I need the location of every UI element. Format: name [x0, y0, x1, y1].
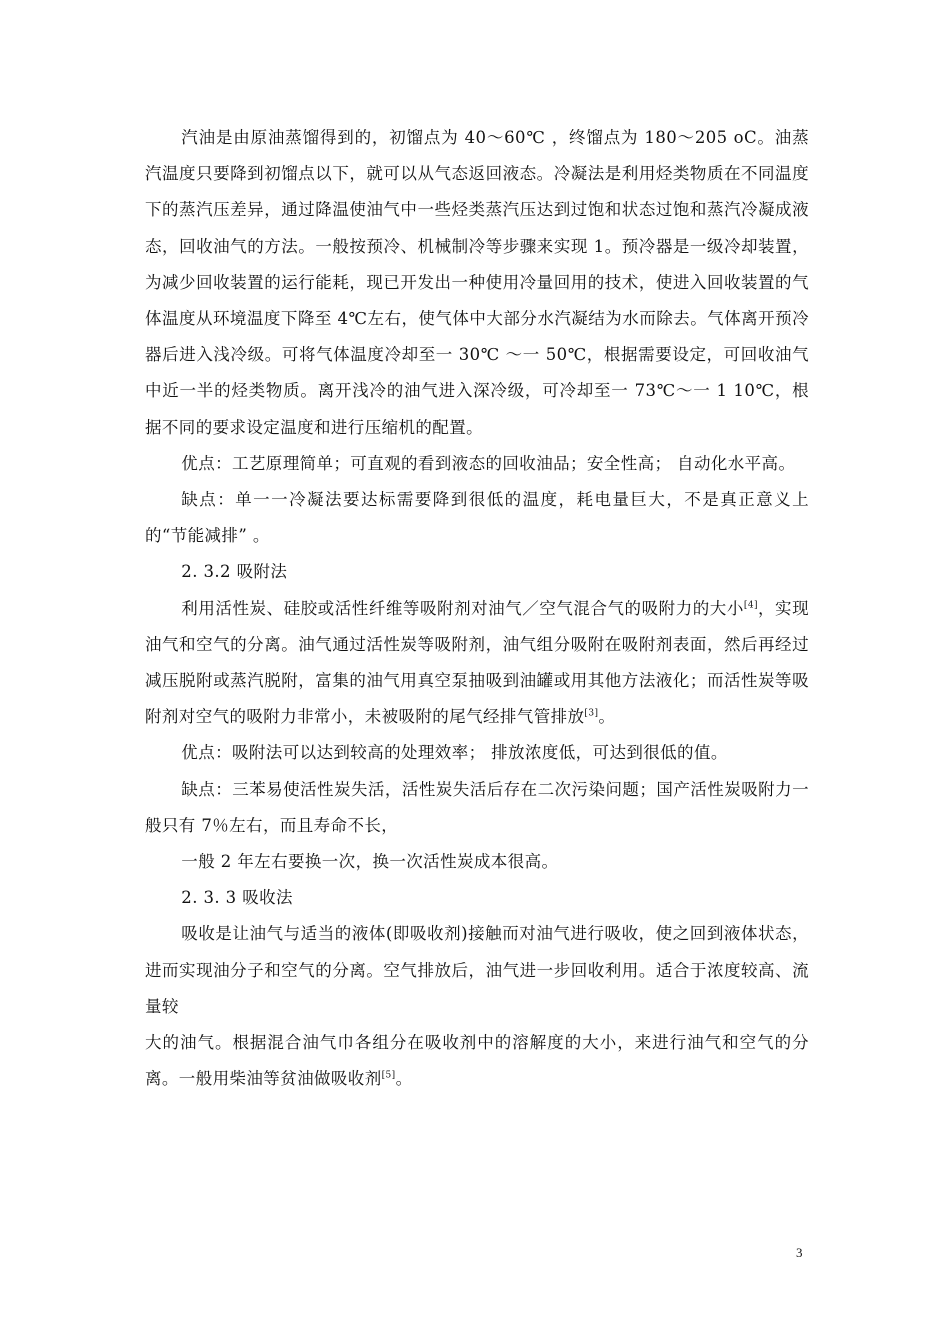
heading-text: 2. 3. 3 吸收法 — [181, 888, 293, 908]
paragraph-text: 一般 2 年左右要换一次，换一次活性炭成本很高。 — [181, 852, 559, 872]
paragraph-text: 优点：吸附法可以达到较高的处理效率； 排放浓度低，可达到很低的值。 — [181, 743, 728, 763]
paragraph-adsorption-advantages — [145, 735, 809, 771]
paragraph-text: 缺点：单一一冷凝法要达标需要降到很低的温度，耗电量巨大，不是真正意义上的“节能减排” 。 — [145, 490, 809, 546]
section-heading-adsorption — [145, 554, 809, 590]
paragraph-condensation-method — [145, 120, 809, 446]
paragraph-text: 。 — [395, 1069, 413, 1089]
paragraph-text: 汽油是由原油蒸馏得到的，初馏点为 40～60℃ ，终馏点为 180～205 oC。油蒸汽温度只要降到初馏点以下，就可以从气态返回液态。冷凝法是利用烃类物质在不同温度下的蒸汽压差异，通过降温使油气中一些烃类蒸汽压达到过饱和状态过饱和蒸汽冷凝成液态，回收油气的方法。一般按预冷、机械制冷等步骤来实现 1。预冷器是一级冷却装置，为减少回收装置的运行能耗，现已开发出一种使用冷量回用的技术，使进入回收装置的气体温度从环境温度下降至 4℃左右，使气体中大部分水汽凝结为水而除去。气体离开预冷器后进入浅冷级。可将气体温度冷却至一 30℃ ～一 50℃，根据需要设定，可回收油气中近一半的烃类物质。离开浅冷的油气进入深冷级，可冷却至一 73℃～一 1 10℃，根据不同的要求设定温度和进行压缩机的配置。 — [145, 128, 809, 437]
paragraph-absorption-continued — [145, 1025, 809, 1097]
paragraph-text: ，实现油气和空气的分离。油气通过活性炭等吸附剂，油气组分吸附在吸附剂表面，然后再经过减压脱附或蒸汽脱附，富集的油气用真空泵抽吸到油罐或用其他方法液化；而活性炭等吸附剂对空气的吸附力非常小，未被吸附的尾气经排气管排放 — [145, 598, 810, 727]
paragraph-adsorption-disadvantages — [145, 772, 809, 844]
body-text — [145, 120, 809, 1097]
paragraph-condensation-advantages — [145, 446, 809, 482]
page-number: 3 — [796, 1245, 803, 1260]
paragraph-text: 优点：工艺原理简单；可直观的看到液态的回收油品；安全性高； 自动化水平高。 — [181, 453, 796, 473]
section-heading-absorption — [145, 880, 809, 916]
heading-text: 2. 3.2 吸附法 — [181, 562, 288, 582]
paragraph-text: 吸收是让油气与适当的液体(即吸收剂)接触而对油气进行吸收，使之回到液体状态，进而实现油分子和空气的分离。空气排放后，油气进一步回收利用。适合于浓度较高、流量较 — [145, 924, 809, 1016]
paragraph-absorption-method — [145, 916, 809, 1025]
citation-ref: [3] — [584, 708, 599, 719]
paragraph-condensation-disadvantages — [145, 482, 809, 554]
paragraph-adsorption-method — [145, 591, 809, 736]
paragraph-text: 缺点：三苯易使活性炭失活，活性炭失活后存在二次污染问题；国产活性炭吸附力一般只有 7％左右，而且寿命不长， — [145, 779, 809, 835]
paragraph-text: 大的油气。根据混合油气巾各组分在吸收剂中的溶解度的大小，来进行油气和空气的分离。一般用柴油等贫油做吸收剂 — [145, 1033, 809, 1089]
citation-ref: [5] — [381, 1070, 396, 1081]
paragraph-adsorption-replacement — [145, 844, 809, 880]
citation-ref: [4] — [743, 600, 758, 611]
paragraph-text: 利用活性炭、硅胶或活性纤维等吸附剂对油气／空气混合气的吸附力的大小 — [181, 598, 744, 618]
paragraph-text: 。 — [598, 707, 616, 727]
